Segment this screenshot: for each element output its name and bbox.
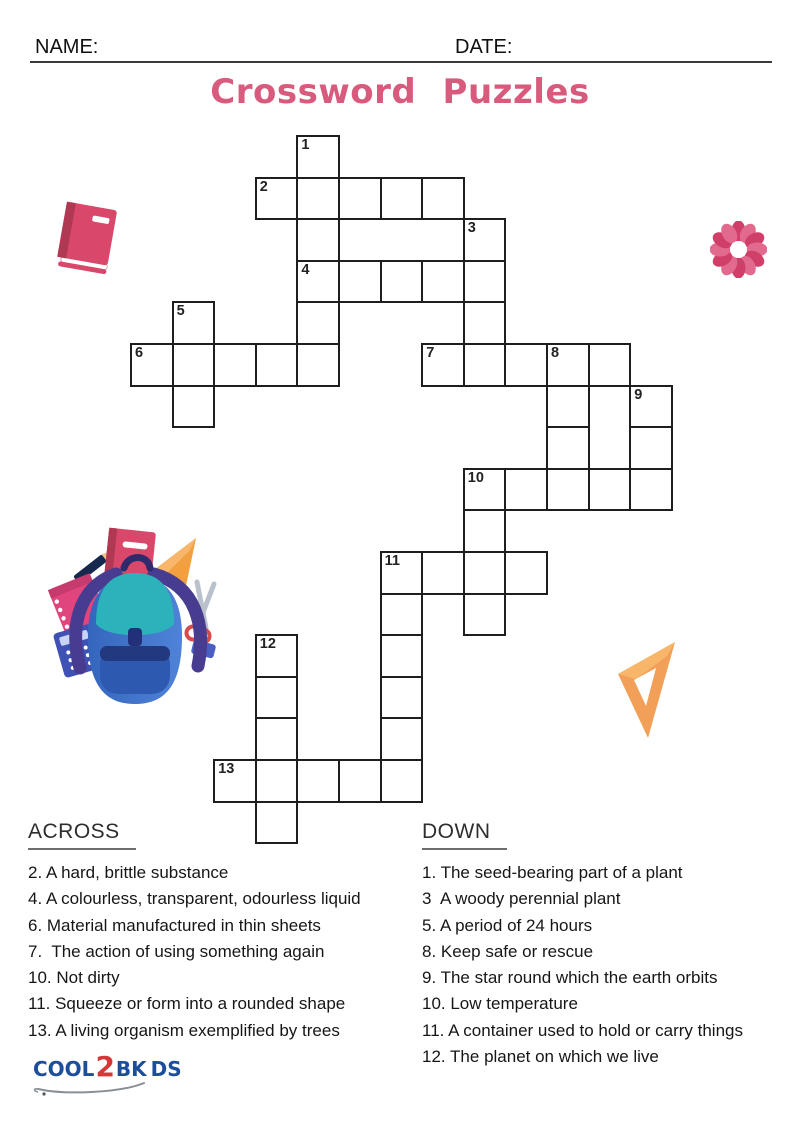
cell-number: 6 xyxy=(135,345,144,361)
grid-cell[interactable] xyxy=(296,759,340,803)
grid-cell[interactable] xyxy=(421,177,465,221)
clue-item: 11. A container used to hold or carry things xyxy=(422,1020,743,1040)
logo-text-cool: COOL xyxy=(33,1056,95,1081)
grid-cell[interactable] xyxy=(255,717,299,761)
name-date-underline xyxy=(30,61,772,63)
logo-text-two: 2 xyxy=(95,1050,115,1083)
cell-number: 10 xyxy=(467,469,484,486)
clue-item: 13. A living organism exemplified by trees xyxy=(28,1020,340,1040)
clue-item: 3 A woody perennial plant xyxy=(422,889,621,909)
grid-cell[interactable] xyxy=(504,468,548,512)
logo-text-ds: DS xyxy=(150,1056,182,1081)
grid-cell[interactable] xyxy=(504,551,548,595)
grid-cell[interactable] xyxy=(380,676,424,720)
grid-cell[interactable] xyxy=(380,177,424,221)
grid-cell[interactable] xyxy=(629,468,673,512)
grid-cell[interactable] xyxy=(546,385,590,429)
grid-cell[interactable] xyxy=(380,759,424,803)
grid-cell[interactable] xyxy=(629,426,673,470)
cell-number: 2 xyxy=(259,178,268,195)
backpack-icon xyxy=(46,516,224,708)
clue-item: 6. Material manufactured in thin sheets xyxy=(28,915,321,935)
grid-cell[interactable] xyxy=(172,385,216,429)
clue-item: 10. Not dirty xyxy=(28,968,120,988)
grid-cell[interactable] xyxy=(463,301,507,345)
across-clues-section xyxy=(28,820,413,1044)
grid-cell[interactable] xyxy=(255,759,299,803)
grid-cell[interactable] xyxy=(421,343,465,387)
clue-item: 12. The planet on which we live xyxy=(422,1047,659,1067)
grid-cell[interactable] xyxy=(421,551,465,595)
clue-item: 4. A colourless, transparent, odourless liquid xyxy=(28,889,361,909)
crossword-grid[interactable] xyxy=(130,135,675,847)
clue-item: 5. A period of 24 hours xyxy=(422,915,593,935)
cool2bkids-logo xyxy=(33,1050,182,1096)
page-title: Crossword Puzzles xyxy=(210,72,590,112)
grid-cell[interactable] xyxy=(296,218,340,262)
grid-cell[interactable] xyxy=(130,343,174,387)
grid-cell[interactable] xyxy=(463,260,507,304)
logo-text-bk: BK xyxy=(115,1056,147,1081)
grid-cell[interactable] xyxy=(296,301,340,345)
grid-cell[interactable] xyxy=(380,634,424,678)
down-clue-list xyxy=(422,860,794,1070)
grid-cell[interactable] xyxy=(463,509,507,553)
grid-cell[interactable] xyxy=(588,343,632,387)
down-heading: DOWN xyxy=(422,820,507,850)
across-heading: ACROSS xyxy=(28,820,136,850)
grid-cell[interactable] xyxy=(255,177,299,221)
logo-swoosh-icon xyxy=(30,1081,148,1097)
clue-item: 8. Keep safe or rescue xyxy=(422,941,594,961)
cell-number: 9 xyxy=(634,386,643,403)
grid-cell[interactable] xyxy=(338,759,382,803)
date-label: DATE: xyxy=(455,36,513,58)
grid-cell[interactable] xyxy=(296,260,340,304)
grid-cell[interactable] xyxy=(338,177,382,221)
grid-cell[interactable] xyxy=(504,343,548,387)
cell-number: 7 xyxy=(426,345,435,361)
grid-cell[interactable] xyxy=(463,551,507,595)
grid-cell[interactable] xyxy=(380,551,424,595)
grid-cell[interactable] xyxy=(255,343,299,387)
grid-cell[interactable] xyxy=(463,468,507,512)
clue-item: 7. The action of using something again xyxy=(28,941,325,961)
grid-cell[interactable] xyxy=(546,468,590,512)
cell-number: 4 xyxy=(301,261,310,278)
across-clue-list xyxy=(28,860,413,1044)
grid-cell[interactable] xyxy=(255,634,299,678)
grid-cell[interactable] xyxy=(463,343,507,387)
grid-cell[interactable] xyxy=(380,717,424,761)
grid-cell[interactable] xyxy=(463,218,507,262)
grid-cell[interactable] xyxy=(213,343,257,387)
grid-cell[interactable] xyxy=(546,426,590,470)
grid-cell[interactable] xyxy=(546,343,590,387)
cell-number: 13 xyxy=(218,761,235,777)
grid-cell[interactable] xyxy=(629,385,673,429)
grid-cell[interactable] xyxy=(380,593,424,637)
cell-number: 11 xyxy=(384,553,400,569)
name-label: NAME: xyxy=(35,36,99,58)
cell-number: 12 xyxy=(259,636,276,653)
cell-number: 1 xyxy=(301,137,310,153)
grid-cell[interactable] xyxy=(213,759,257,803)
grid-cell[interactable] xyxy=(172,343,216,387)
clue-item: 2. A hard, brittle substance xyxy=(28,863,229,882)
grid-cell[interactable] xyxy=(421,260,465,304)
grid-cell[interactable] xyxy=(380,260,424,304)
triangle-ruler-icon xyxy=(612,638,684,742)
grid-cell[interactable] xyxy=(172,301,216,345)
grid-cell[interactable] xyxy=(296,177,340,221)
cell-number: 5 xyxy=(176,303,185,320)
clue-item: 11. Squeeze or form into a rounded shape xyxy=(28,994,346,1014)
flower-icon xyxy=(710,221,767,278)
cell-number: 8 xyxy=(551,345,560,361)
grid-cell[interactable] xyxy=(296,135,340,179)
book-icon xyxy=(52,198,126,280)
grid-cell[interactable] xyxy=(588,468,632,512)
cell-number: 3 xyxy=(467,220,476,237)
grid-cell[interactable] xyxy=(255,676,299,720)
clue-item: 1. The seed-bearing part of a plant xyxy=(422,863,683,882)
down-clues-section xyxy=(422,820,794,1070)
clue-item: 9. The star round which the earth orbits xyxy=(422,968,718,988)
clue-item: 10. Low temperature xyxy=(422,994,578,1014)
grid-cell[interactable] xyxy=(338,260,382,304)
grid-cell[interactable] xyxy=(463,593,507,637)
grid-cell[interactable] xyxy=(296,343,340,387)
